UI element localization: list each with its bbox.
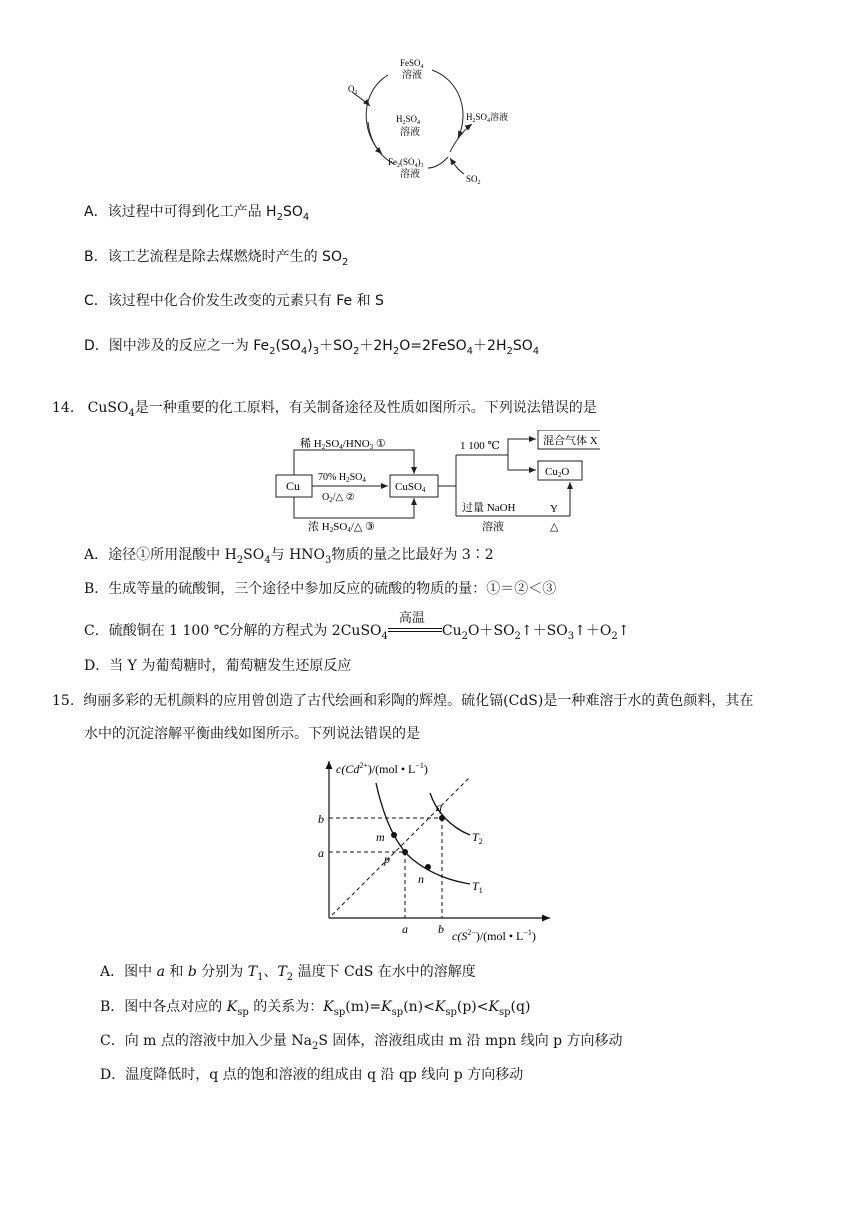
label-naoh: 过量 NaOH (462, 502, 516, 514)
cycle-arc-left (366, 75, 388, 154)
q15-stem-line1: 15. 绚丽多彩的无机颜料的应用曾创造了古代绘画和彩陶的辉煌。硫化镉(CdS)是一种难溶于水的黄色颜料，其在 (52, 693, 754, 709)
q15-option-a: A．图中 a 和 b 分别为 $T_1$、$T_2$ 温度下 CdS 在水中的溶解度 (100, 964, 476, 983)
q15-option-d: D．温度降低时，q 点的饱和溶液的组成由 q 沿 qp 线向 p 方向移动 (100, 1067, 524, 1083)
q14-option-c: C．硫酸铜在 1 100 ℃分解的方程式为 2CuSO$_4$ 高温 $Cu_2O+SO_2↑+SO_3↑+O_2↑$ (84, 611, 630, 642)
point-m (391, 832, 397, 838)
h2so4-out-arrow (450, 124, 472, 152)
label-t2: $T_2$ (472, 830, 483, 846)
route2-label-top: 70% $H_2SO_4$ (318, 472, 366, 484)
node-h2so4: $H_2SO_4$ (396, 114, 421, 126)
node-fe2so43-sol: 溶液 (400, 169, 420, 180)
q14-flow-diagram (270, 430, 600, 535)
point-q (439, 815, 445, 821)
svg-text:CuSO4: CuSO4 (395, 481, 426, 494)
q14-option-b: B．生成等量的硫酸铜，三个途径中参加反应的硫酸的物质的量：①＝②＜③ (84, 581, 557, 597)
point-p (402, 849, 408, 855)
route3-label: 浓 H2SO4/△ ③ (308, 521, 375, 534)
label-q: q (436, 800, 442, 814)
route2-label-bottom: $O_2/\triangle$ ② (322, 492, 355, 504)
label-heat: △ (550, 521, 559, 533)
q15-option-c: C．向 m 点的溶液中加入少量 $Na_2S$ 固体，溶液组成由 m 沿 mpn 线向 p 方向移动 (100, 1033, 623, 1052)
svg-text:Cu: Cu (286, 479, 301, 493)
label-p: p (384, 852, 390, 866)
svg-text:Cu2O: Cu2O (545, 466, 570, 479)
q13-option-c: C．该过程中化合价发生改变的元素只有 Fe 和 S (84, 293, 384, 309)
label-t1: $T_1$ (472, 879, 483, 895)
q15-solubility-graph (312, 755, 562, 945)
label-a-x: a (402, 922, 408, 936)
q15-option-b: B．图中各点对应的 $K_{sp}$ 的关系为：$K_{sp}(m)=K_{sp}(n)<K_{sp}(p)<K_{sp}(q)$ (100, 999, 531, 1018)
label-a-y: a (318, 846, 324, 860)
q13-option-b: B．该工艺流程是除去煤燃烧时产生的 $SO_2$ (84, 249, 349, 268)
label-y: Y (550, 503, 558, 515)
label-so2: $SO_2$ (466, 174, 481, 186)
label-m: m (376, 830, 385, 844)
q13-option-d: D．图中涉及的反应之一为 $Fe_2(SO_4)_3+SO_2+2H_2O=2FeSO_4+2H_2SO_4$ (84, 338, 540, 357)
curve-t1 (376, 783, 470, 884)
q14-option-d: D．当 Y 为葡萄糖时，葡萄糖发生还原反应 (84, 658, 352, 674)
svg-text:混合气体 X: 混合气体 X (543, 435, 598, 447)
q15-number: 15. (52, 693, 75, 709)
label-h2so4-sol: $H_2SO_4$溶液 (466, 112, 509, 124)
q14-stem: 14. CuSO$_4$是一种重要的化工原料，有关制备途径及性质如图所示。下列说法错误的是 (52, 400, 597, 419)
route1-label: 稀 H2SO4/HNO3 ① (300, 438, 386, 451)
label-b-y: b (318, 812, 324, 826)
cycle-arc-right (432, 70, 463, 138)
label-naoh-sol: 溶液 (482, 521, 504, 533)
label-o2: $O_2$ (348, 84, 358, 96)
cycle-arc-bottom (428, 157, 448, 168)
label-b-x: b (438, 922, 444, 936)
q14-option-a: A．途径①所用混酸中 $H_2SO_4$与 $HNO_3$物质的量之比最好为 3∶2 (84, 547, 494, 566)
q13-cycle-diagram (330, 52, 530, 187)
y-axis-label: $c(Cd^{2+})/(mol$ • $L^{-1}$) (336, 761, 428, 776)
reaction-condition: 高温 (388, 624, 442, 638)
point-n (425, 864, 431, 870)
node-feso4: FeSO$_4$ (400, 58, 424, 70)
so2-in-arrow (450, 158, 464, 174)
label-n: n (418, 872, 424, 886)
x-axis-label: $c(S^{2-})/(mol$ • $L^{-1}$) (452, 928, 536, 943)
node-fe2so43: $Fe_2(SO_4)_3$ (388, 157, 424, 169)
node-feso4-sol: 溶液 (402, 70, 422, 81)
node-h2so4-sol: 溶液 (400, 127, 420, 138)
label-temp: 1 100 ℃ (460, 440, 500, 452)
q14-number: 14. (52, 400, 75, 416)
q13-option-a: A．该过程中可得到化工产品 $H_2SO_4$ (84, 204, 310, 223)
q15-stem-line2: 水中的沉淀溶解平衡曲线如图所示。下列说法错误的是 (84, 726, 420, 742)
